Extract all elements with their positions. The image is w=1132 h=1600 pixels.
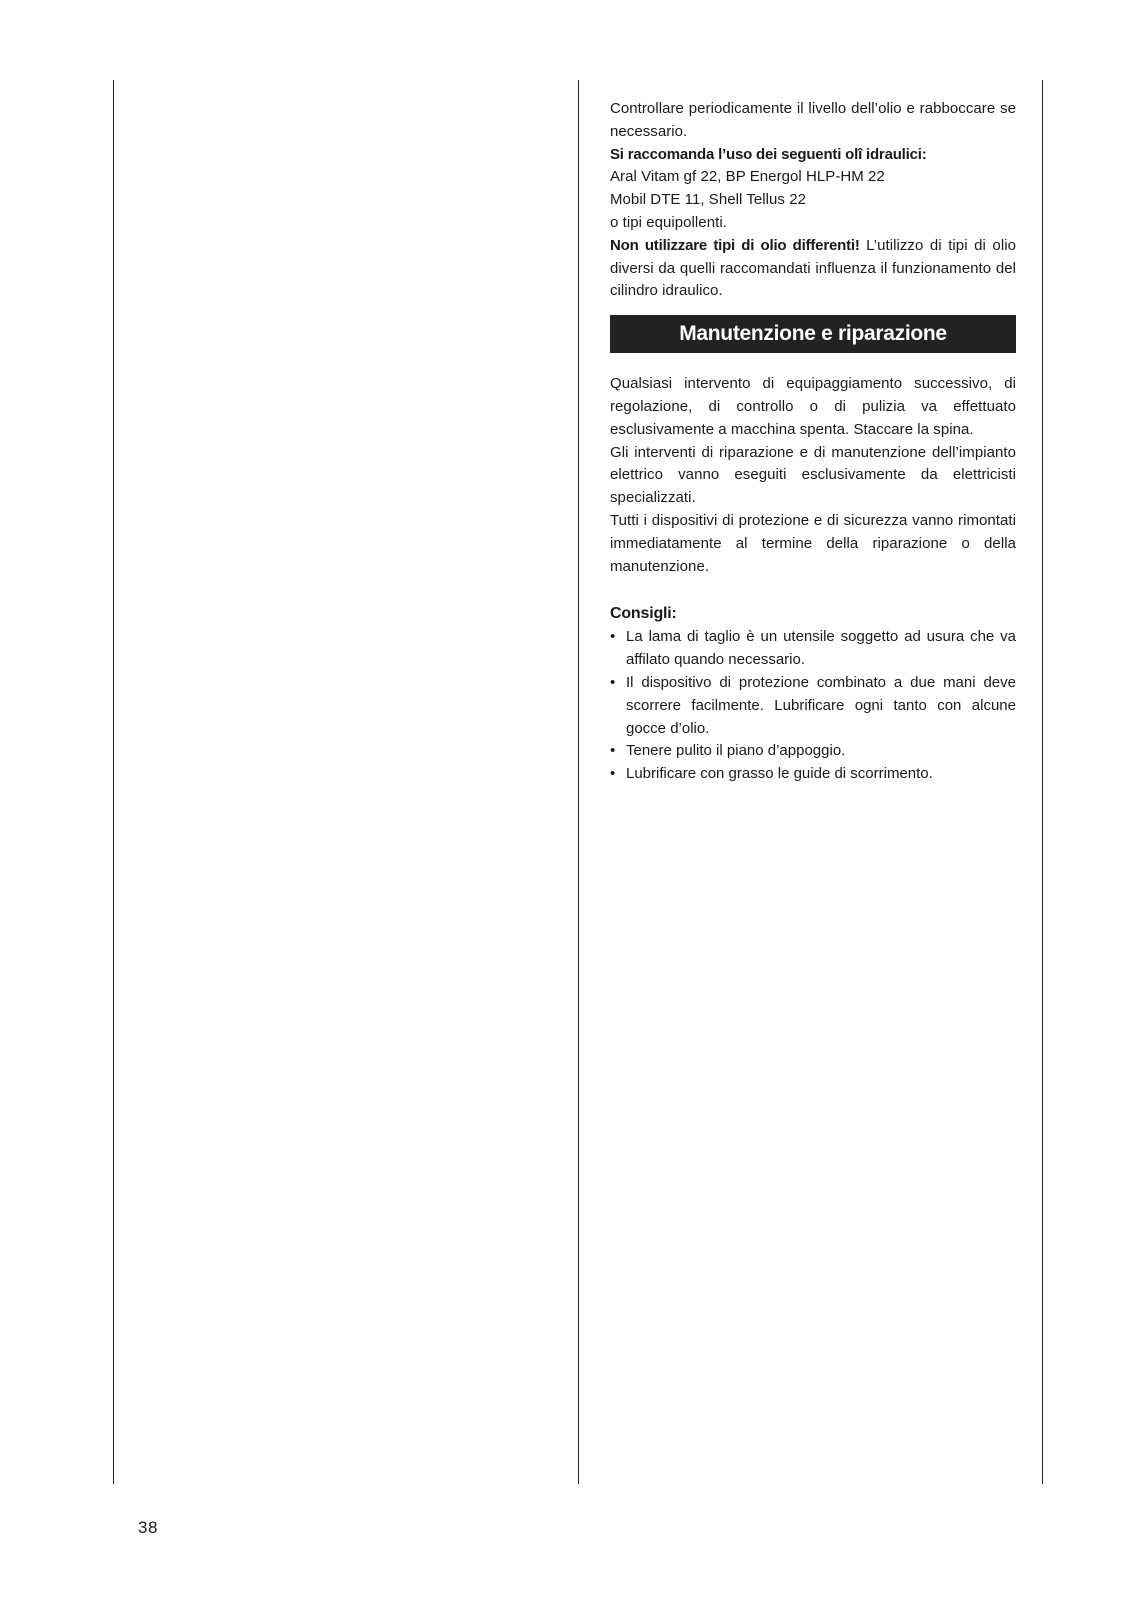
oil-section (610, 98, 1016, 303)
page-number: 38 (138, 1518, 158, 1537)
maintenance-paragraph: Qualsiasi intervento di equipaggiamento successivo, di regolazione, di controllo o di pulizia va effettuato esclusivamente a macchina spenta. Staccare la spina. (610, 375, 1016, 438)
section-title-bar: Manutenzione e riparazione (610, 315, 1016, 353)
oil-intro: Controllare periodicamente il livello dell’olio e rabboccare se necessario. (610, 100, 1016, 140)
right-text-column (610, 98, 1016, 786)
maintenance-paragraph: Tutti i dispositivi di protezione e di sicurezza vanno rimontati immediatamente al termine della riparazione o della manutenzione. (610, 511, 1016, 575)
list-item: • Lubrificare con grasso le guide di scorrimento. (610, 763, 1016, 786)
oil-warning (610, 235, 1016, 303)
oil-list-line: o tipi equipollenti. (610, 213, 727, 231)
oil-warning-bold: Non utilizzare tipi di olio differenti! (610, 236, 860, 254)
list-item: • Il dispositivo di protezione combinato a due mani deve scorrere facilmente. Lubrificare ogni tanto con alcune gocce d’olio. (610, 672, 1016, 740)
center-column-rule (578, 80, 579, 1484)
maintenance-paragraph: Gli interventi di riparazione e di manutenzione dell’impianto elettrico vanno eseguiti esclusivamente da elettricisti specializzati. (610, 443, 1016, 507)
tips-heading: Consigli: (610, 605, 677, 623)
left-column-rule (113, 80, 114, 1484)
list-item: • Tenere pulito il piano d’appoggio. (610, 740, 1016, 763)
tips-list (610, 626, 1016, 786)
list-item: • La lama di taglio è un utensile soggetto ad usura che va affilato quando necessario. (610, 626, 1016, 672)
oil-list-line: Aral Vitam gf 22, BP Energol HLP-HM 22 (610, 168, 885, 186)
right-column-rule (1042, 80, 1043, 1484)
oil-warning-text: L’utilizzo di tipi di olio diversi da quelli raccomandati influenza il funzionamento del cilindro idraulico. (610, 236, 1016, 300)
oil-recommend-heading: Si raccomanda l’uso dei seguenti olî idraulici: (610, 145, 927, 163)
maintenance-section (610, 373, 1016, 578)
oil-list-line: Mobil DTE 11, Shell Tellus 22 (610, 191, 806, 209)
